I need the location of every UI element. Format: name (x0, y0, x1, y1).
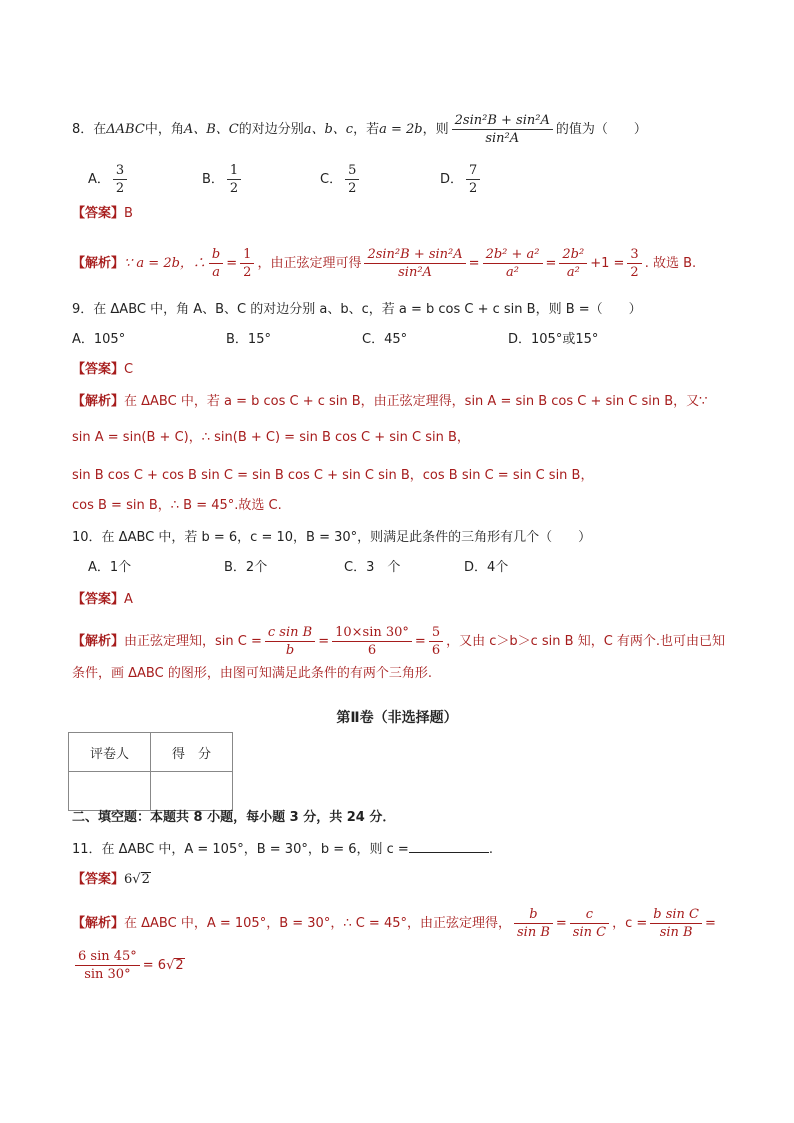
frac-den: a² (566, 265, 580, 280)
analysis-text: ∵ a = 2b，∴ (124, 256, 206, 271)
frac-num: c (570, 906, 609, 924)
grader-header: 评卷人 (69, 733, 151, 772)
equals: = (555, 916, 567, 931)
option-label: D． (440, 172, 464, 187)
q8-stem (72, 112, 647, 147)
q8-stem-mid2: 的对边分别 (238, 122, 304, 137)
analysis-tag: 【解析】 (72, 916, 125, 931)
equals: = (226, 256, 238, 271)
q11-analysis-line-2 (72, 948, 185, 983)
analysis-fraction (240, 246, 254, 281)
answer-tag: 【答案】 (72, 362, 125, 377)
analysis-fraction (364, 246, 465, 281)
q8-option-d (440, 162, 483, 197)
frac-den: a (212, 265, 220, 280)
q10-option-a: A．1个 (88, 560, 132, 575)
frac-num: c sin B (265, 624, 315, 642)
analysis-fraction (265, 624, 315, 659)
answer-radicand: 2 (141, 872, 150, 887)
grader-cell[interactable] (69, 772, 151, 811)
q10-stem: 10．在 ΔABC 中，若 b = 6，c = 10，B = 30°，则满足此条件的三角形有几个（ ） (72, 530, 592, 545)
q8-analysis (72, 246, 696, 281)
answer-value: B (124, 206, 133, 221)
q8-cond-prefix: ，若 (353, 122, 380, 137)
equals: = (414, 634, 426, 649)
frac-den: sin B (517, 925, 550, 940)
q11-stem-text: 11．在 ΔABC 中，A = 105°，B = 30°，b = 6，则 c = (72, 842, 409, 857)
q8-option-a (88, 162, 130, 197)
frac-num: 5 (345, 162, 359, 180)
analysis-fraction (514, 906, 553, 941)
q8-stem-fraction (452, 112, 553, 147)
frac-den: sin²A (398, 265, 432, 280)
answer-tag: 【答案】 (72, 206, 125, 221)
frac-num: 7 (466, 162, 480, 180)
radicand: 2 (175, 958, 184, 973)
frac-num: 5 (429, 624, 443, 642)
frac-den: sin C (572, 925, 607, 940)
q8-then: ，则 (422, 122, 449, 137)
equals: = (705, 916, 716, 931)
q8-frac-den: sin²A (485, 131, 520, 146)
analysis-fraction (209, 246, 223, 281)
section2-heading: 二、填空题：本题共 8 小题，每小题 3 分，共 24 分． (72, 810, 396, 825)
frac-num: 3 (627, 246, 641, 264)
frac-den: 2 (243, 265, 252, 280)
q9-analysis-line-3: sin B cos C + cos B sin C = sin B cos C + sin C sin B，cos B sin C = sin C sin B， (72, 468, 594, 483)
frac-den: sin 30° (84, 967, 131, 982)
frac-num: 10×sin 30° (332, 624, 412, 642)
q8-angles: A、B、C (183, 122, 239, 137)
analysis-tag: 【解析】 (72, 256, 125, 271)
analysis-text: ，c = (612, 916, 648, 931)
q10-option-c: C．3 个 (344, 560, 401, 575)
frac-num: 3 (113, 162, 127, 180)
q8-stem-mid: 中，角 (144, 122, 184, 137)
grader-table (68, 732, 233, 811)
frac-num: 2b² (559, 246, 587, 264)
frac-num: 1 (227, 162, 241, 180)
q9-option-b: B．15° (226, 332, 271, 347)
analysis-fraction (75, 948, 140, 983)
option-label: B． (202, 172, 224, 187)
analysis-text: ，又由 c＞b＞c sin B 知，C 有两个.也可由已知 (446, 634, 726, 649)
answer-tag: 【答案】 (72, 872, 125, 887)
frac-den: 2 (630, 265, 639, 280)
analysis-fraction (483, 246, 543, 281)
q9-analysis-line-2: sin A = sin(B + C)，∴ sin(B + C) = sin B cos C + sin C sin B， (72, 430, 470, 445)
analysis-fraction (332, 624, 412, 659)
frac-den: b (285, 643, 295, 658)
frac-den: 6 (367, 643, 377, 658)
frac-num: b (209, 246, 223, 264)
q8-option-c (320, 162, 362, 197)
score-header: 得 分 (151, 733, 233, 772)
q9-answer (72, 360, 133, 380)
analysis-tag: 【解析】 (72, 394, 125, 409)
frac-den: 2 (229, 181, 239, 196)
answer-value: C (124, 362, 134, 377)
q9-option-c: C．45° (362, 332, 408, 347)
score-cell[interactable] (151, 772, 233, 811)
analysis-tag: 【解析】 (72, 634, 125, 649)
sqrt-sign: √ (132, 872, 141, 887)
q8-option-b (202, 162, 244, 197)
option-fraction (227, 162, 241, 197)
answer-coefficient: 6 (124, 872, 133, 887)
q9-analysis-line-1 (72, 392, 707, 412)
frac-den: a² (506, 265, 520, 280)
option-fraction (466, 162, 480, 197)
frac-den: sin B (659, 925, 693, 940)
q8-stem-prefix: 8．在 (72, 122, 107, 137)
q8-triangle: ΔABC (106, 122, 145, 137)
analysis-fraction (650, 906, 702, 941)
q8-answer (72, 204, 133, 224)
q8-sides: a、b、c (303, 122, 354, 137)
q11-stem (72, 840, 493, 860)
q8-stem-tail: 的值为（ ） (555, 122, 647, 137)
analysis-text: 在 ΔABC 中，A = 105°，B = 30°，∴ C = 45°，由正弦定理得， (124, 916, 511, 931)
q11-stem-tail: . (488, 842, 493, 857)
option-label: A． (88, 172, 110, 187)
frac-num: 6 sin 45° (75, 948, 140, 966)
equals: = (468, 256, 480, 271)
analysis-fraction (429, 624, 443, 659)
equals-result: = 6 (142, 958, 167, 973)
q9-option-d: D．105°或15° (508, 332, 599, 347)
analysis-fraction (559, 246, 587, 281)
plus-one: +1 = (590, 256, 625, 271)
frac-num: 2b² + a² (483, 246, 543, 264)
option-fraction (113, 162, 127, 197)
q8-frac-num: 2sin²B + sin²A (452, 112, 553, 130)
q11-analysis-line-1 (72, 906, 716, 941)
q10-analysis-line-1 (72, 624, 725, 659)
frac-den: 2 (348, 181, 357, 196)
equals: = (318, 634, 330, 649)
analysis-tail: . 故选 B. (644, 256, 697, 271)
answer-tag: 【答案】 (72, 592, 125, 607)
q10-analysis-line-2: 条件，画 ΔABC 的图形，由图可知满足此条件的有两个三角形. (72, 666, 432, 681)
frac-num: b sin C (650, 906, 702, 924)
q8-condition: a = 2b (379, 122, 423, 137)
frac-num: 2sin²B + sin²A (364, 246, 465, 264)
sqrt-sign: √ (166, 958, 175, 973)
q9-analysis-line-4: cos B = sin B，∴ B = 45°.故选 C. (72, 498, 282, 513)
frac-num: 1 (240, 246, 254, 264)
frac-den: 6 (431, 643, 441, 658)
analysis-text: ，由正弦定理可得 (257, 256, 362, 271)
answer-blank[interactable] (409, 840, 489, 853)
q10-answer (72, 590, 133, 610)
answer-value: A (124, 592, 133, 607)
frac-den: 2 (469, 181, 478, 196)
option-label: C． (320, 172, 343, 187)
frac-den: 2 (115, 181, 125, 196)
q11-answer (72, 870, 151, 890)
analysis-fraction (570, 906, 609, 941)
analysis-text: 由正弦定理知，sin C = (124, 634, 262, 649)
part2-title: 第Ⅱ卷（非选择题） (336, 710, 458, 726)
analysis-text: 在 ΔABC 中，若 a = b cos C + c sin B，由正弦定理得，sin A = sin B cos C + sin C sin B，又∵ (124, 394, 708, 409)
q10-option-b: B．2个 (224, 560, 268, 575)
analysis-fraction (627, 246, 641, 281)
q9-stem: 9．在 ΔABC 中，角 A、B、C 的对边分别 a、b、c，若 a = b cos C + c sin B，则 B =（ ） (72, 302, 642, 317)
q10-option-d: D．4个 (464, 560, 509, 575)
q9-option-a: A．105° (72, 332, 126, 347)
frac-num: b (514, 906, 553, 924)
option-fraction (345, 162, 359, 197)
equals: = (545, 256, 557, 271)
